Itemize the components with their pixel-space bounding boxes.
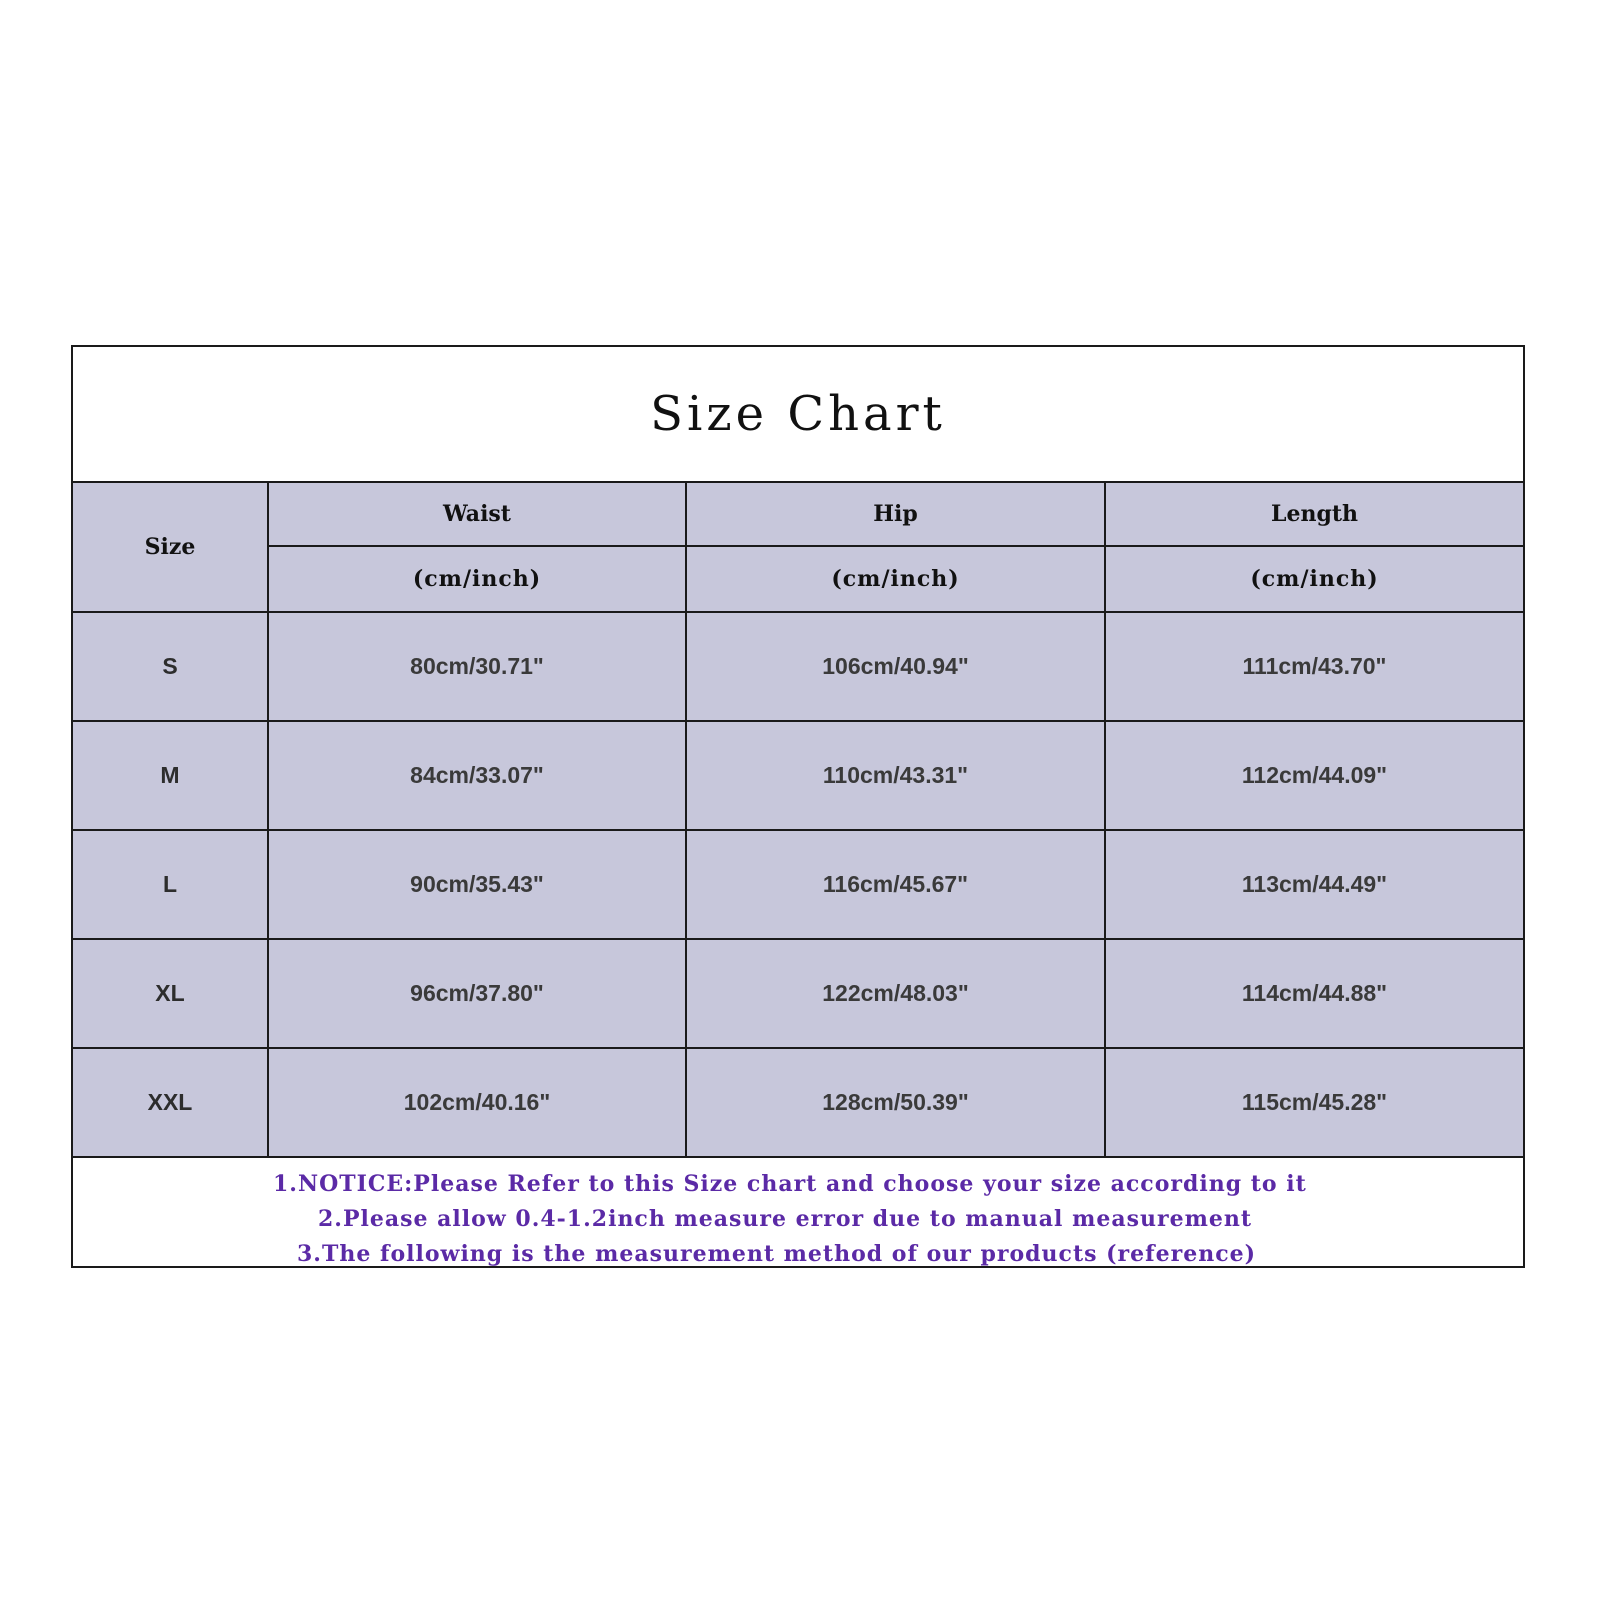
size-label: XL	[73, 939, 268, 1048]
length-header: Length	[1105, 482, 1523, 546]
waist-value: 102cm/40.16"	[268, 1048, 686, 1157]
size-header: Size	[73, 482, 268, 612]
waist-value: 84cm/33.07"	[268, 721, 686, 830]
hip-header: Hip	[686, 482, 1105, 546]
table-row	[73, 830, 1523, 939]
length-value: 115cm/45.28"	[1105, 1048, 1523, 1157]
size-label: L	[73, 830, 268, 939]
size-label: XXL	[73, 1048, 268, 1157]
waist-header: Waist	[268, 482, 686, 546]
length-unit: (cm/inch)	[1105, 546, 1523, 612]
note-line: 3.The following is the measurement method of our products (reference)	[297, 1241, 1256, 1267]
table-row	[73, 1048, 1523, 1157]
table-row	[73, 939, 1523, 1048]
waist-value: 96cm/37.80"	[268, 939, 686, 1048]
table-row	[73, 721, 1523, 830]
note-line: 1.NOTICE:Please Refer to this Size chart and choose your size according to it	[273, 1171, 1307, 1197]
hip-unit: (cm/inch)	[686, 546, 1105, 612]
size-label: M	[73, 721, 268, 830]
table-row	[73, 612, 1523, 721]
title-row	[73, 347, 1523, 481]
length-value: 113cm/44.49"	[1105, 830, 1523, 939]
length-value: 112cm/44.09"	[1105, 721, 1523, 830]
length-value: 114cm/44.88"	[1105, 939, 1523, 1048]
hip-value: 122cm/48.03"	[686, 939, 1105, 1048]
waist-unit: (cm/inch)	[268, 546, 686, 612]
length-value: 111cm/43.70"	[1105, 612, 1523, 721]
hip-value: 128cm/50.39"	[686, 1048, 1105, 1157]
hip-value: 106cm/40.94"	[686, 612, 1105, 721]
hip-value: 116cm/45.67"	[686, 830, 1105, 939]
notes-section	[73, 1159, 1523, 1266]
note-line: 2.Please allow 0.4-1.2inch measure error due to manual measurement	[318, 1206, 1253, 1232]
waist-value: 80cm/30.71"	[268, 612, 686, 721]
header-row	[73, 482, 1523, 546]
size-label: S	[73, 612, 268, 721]
chart-title: Size Chart	[650, 386, 946, 442]
size-table	[73, 481, 1523, 1158]
size-chart	[71, 345, 1525, 1268]
hip-value: 110cm/43.31"	[686, 721, 1105, 830]
unit-row	[73, 546, 1523, 612]
waist-value: 90cm/35.43"	[268, 830, 686, 939]
